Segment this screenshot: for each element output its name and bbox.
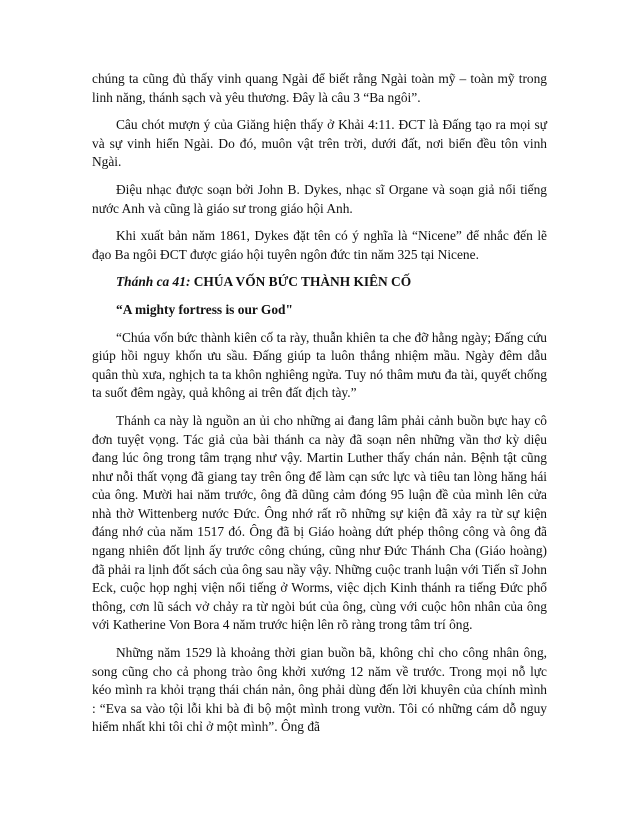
- hymn-heading: [92, 273, 547, 292]
- document-page: [92, 70, 547, 746]
- paragraph-1529: Những năm 1529 là khoảng thời gian buồn bã, không chỉ cho công nhân ông, song cũng cho cả phong trào ông khởi xướng 12 năm về trước. Trong mọi nỗ lực kéo mình ra khỏi trạng thái chán nản, ông phải dùng đến lời khuyên của chính mình : “Eva sa vào tội lỗi khi bà đi bộ một mình trong vườn. Tôi có những cám dỗ nguy hiểm nhất khi tôi chỉ ở một mình”. Ông đã: [92, 645, 547, 735]
- hymn-name: CHÚA VỐN BỨC THÀNH KIÊN CỐ: [190, 274, 412, 290]
- hymn-english-title: “A mighty fortress is our God": [116, 301, 293, 317]
- paragraph-continuation: chúng ta cũng đủ thấy vinh quang Ngài để biết rằng Ngài toàn mỹ – toàn mỹ trong linh năng, thánh sạch và yêu thương. Đây là câu 3 “Ba ngôi”.: [92, 71, 547, 105]
- paragraph-lyrics: “Chúa vốn bức thành kiên cố ta rày, thuẫn khiên ta che đỡ hằng ngày; Đấng cứu giúp hồi nguy khốn ưu sầu. Đấng giúp ta luôn thắng nhiệm mầu. Ngày đêm dẫu quân thù xưa, nghịch ta ta khôn nghiêng ngửa. Tuy nó thâm mưu đa tài, quyết chống ta suốt đêm ngày, quả không ai trên đất địch tày.”: [92, 329, 547, 401]
- paragraph-nicene: Khi xuất bản năm 1861, Dykes đặt tên có ý nghĩa là “Nicene” để nhắc đến lẽ đạo Ba ngôi ĐCT được giáo hội tuyên ngôn đức tin năm 325 tại Nicene.: [92, 228, 547, 262]
- paragraph-revelation: Câu chót mượn ý của Giăng hiện thấy ở Khải 4:11. ĐCT là Đấng tạo ra mọi sự và sự vinh hiển Ngài. Do đó, muôn vật trên trời, dưới đất, nơi biển đều tôn vinh Ngài.: [92, 117, 547, 170]
- paragraph-composer: Điệu nhạc được soạn bởi John B. Dykes, nhạc sĩ Organe và soạn giả nổi tiếng nước Anh và cũng là giáo sư trong giáo hội Anh.: [92, 181, 547, 216]
- hymn-number-label: Thánh ca 41:: [116, 274, 191, 290]
- paragraph-luther-history: Thánh ca này là nguồn an ủi cho những ai đang lâm phải cảnh buồn bực hay cô đơn tuyệt vọng. Tác giả của bài thánh ca này đã soạn nên những vần thơ kỳ diệu đang lúc ông trong tâm trạng như vậy. Martin Luther thấy chán nản. Bệnh tật cũng như nỗi thất vọng đã giang tay trên ông để làm cạn sức lực và tiêu tan lòng hăng hái của ông. Mười hai năm trước, ông đã dũng cảm đóng 95 luận đề của mình lên cửa nhà thờ Wittenberg nước Đức. Ông nhớ rất rõ những sự kiện đã xảy ra từ sự kiện đáng nhớ của năm 1517 đó. Ông đã bị Giáo hoàng dứt phép thông công và ông đã ngang nhiên đốt lịnh ấy trước công chúng, cũng như Đức Thánh Cha (Giáo hoàng) đã phải ra lịnh đốt sách của ông sau nầy vậy. Những cuộc tranh luận với Tiến sĩ John Eck, cuộc họp nghị viện nổi tiếng ở Worms, việc dịch Kinh thánh ra tiếng Đức phổ thông, cơn lũ sách vở chảy ra từ ngòi bút của ông, cùng với cuộc hôn nhân của ông với Katherine Von Bora 4 năm trước hiện lên rõ ràng trong tâm trí ông.: [92, 412, 547, 633]
